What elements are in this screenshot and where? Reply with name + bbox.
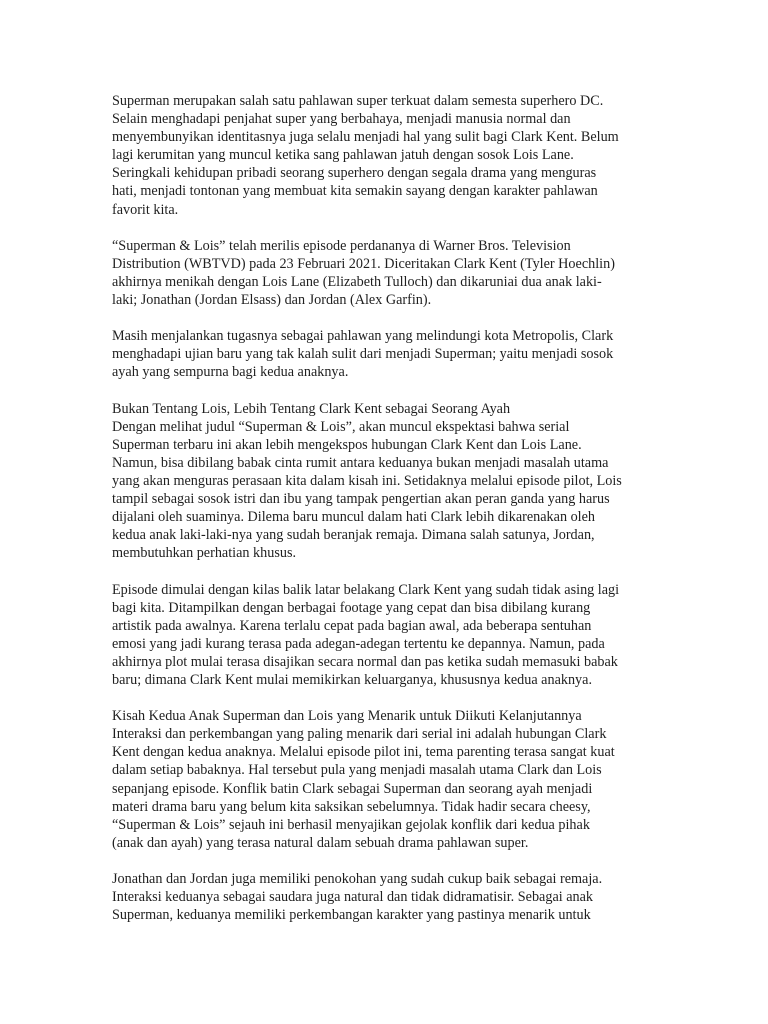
text-line: Superman, keduanya memiliki perkembangan karakter yang pastinya menarik untuk xyxy=(112,907,591,924)
text-line: dijalani oleh suaminya. Dilema baru muncul dalam hati Clark lebih dikarenakan oleh xyxy=(112,509,596,526)
text-line: Masih menjalankan tugasnya sebagai pahlawan yang melindungi kota Metropolis, Clark xyxy=(112,328,614,345)
paragraph xyxy=(112,327,652,381)
text-line: Bukan Tentang Lois, Lebih Tentang Clark Kent sebagai Seorang Ayah xyxy=(112,400,511,417)
text-line: Namun, bisa dibilang babak cinta rumit antara keduanya bukan menjadi masalah utama xyxy=(112,454,609,471)
text-line: Interaksi dan perkembangan yang paling menarik dari serial ini adalah hubungan Clark xyxy=(112,726,607,743)
text-line: tampil sebagai sosok istri dan ibu yang tampak pengertian akan peran ganda yang harus xyxy=(112,491,610,508)
document-body xyxy=(112,92,652,942)
text-line: Jonathan dan Jordan juga memiliki penokohan yang sudah cukup baik sebagai remaja. xyxy=(112,871,603,888)
text-line: Seringkali kehidupan pribadi seorang superhero dengan segala drama yang menguras xyxy=(112,165,597,182)
text-line: (anak dan ayah) yang terasa natural dalam sebuah drama pahlawan super. xyxy=(112,834,529,851)
paragraph xyxy=(112,707,652,852)
text-line: Interaksi keduanya sebagai saudara juga natural dan tidak didramatisir. Sebagai anak xyxy=(112,889,594,906)
text-line: hati, menjadi tontonan yang membuat kita semakin sayang dengan karakter pahlawan xyxy=(112,183,598,200)
text-line: akhirnya menikah dengan Lois Lane (Elizabeth Tulloch) dan dikaruniai dua anak laki- xyxy=(112,273,602,290)
text-line: kedua anak laki-laki-nya yang sudah beranjak remaja. Dimana salah satunya, Jordan, xyxy=(112,527,595,544)
text-line: membutuhkan perhatian khusus. xyxy=(112,545,297,562)
text-line: menghadapi ujian baru yang tak kalah sulit dari menjadi Superman; yaitu menjadi sosok xyxy=(112,346,614,363)
text-line: Kisah Kedua Anak Superman dan Lois yang Menarik untuk Diikuti Kelanjutannya xyxy=(112,708,582,725)
paragraph xyxy=(112,870,652,924)
text-line: laki; Jonathan (Jordan Elsass) dan Jordan (Alex Garfin). xyxy=(112,292,432,309)
text-line: Distribution (WBTVD) pada 23 Februari 2021. Diceritakan Clark Kent (Tyler Hoechlin) xyxy=(112,255,615,272)
text-line: materi drama baru yang belum kita saksikan sebelumnya. Tidak hadir secara cheesy, xyxy=(112,798,591,815)
text-line: Superman merupakan salah satu pahlawan super terkuat dalam semesta superhero DC. xyxy=(112,93,604,109)
paragraph xyxy=(112,581,652,690)
text-line: Superman terbaru ini akan lebih mengekspos hubungan Clark Kent dan Lois Lane. xyxy=(112,436,582,453)
paragraph xyxy=(112,92,652,219)
paragraph xyxy=(112,237,652,309)
text-line: Kent dengan kedua anaknya. Melalui episode pilot ini, tema parenting terasa sangat kuat xyxy=(112,744,615,761)
text-line: artistik pada awalnya. Karena terlalu cepat pada bagian awal, ada beberapa sentuhan xyxy=(112,617,592,634)
text-line: favorit kita. xyxy=(112,201,179,218)
text-line: Episode dimulai dengan kilas balik latar belakang Clark Kent yang sudah tidak asing lagi xyxy=(112,581,620,598)
text-line: menyembunyikan identitasnya juga selalu menjadi hal yang sulit bagi Clark Kent. Belum xyxy=(112,129,619,146)
text-line: lagi kerumitan yang muncul ketika sang pahlawan jatuh dengan sosok Lois Lane. xyxy=(112,147,574,164)
text-line: yang akan menguras perasaan kita dalam kisah ini. Setidaknya melalui episode pilot, Lois xyxy=(112,472,622,489)
text-line: Selain menghadapi penjahat super yang berbahaya, menjadi manusia normal dan xyxy=(112,111,571,128)
text-line: emosi yang jadi kurang terasa pada adegan-adegan tertentu ke depannya. Namun, pada xyxy=(112,635,605,652)
text-line: ayah yang sempurna bagi kedua anaknya. xyxy=(112,364,349,381)
text-line: “Superman & Lois” telah merilis episode perdananya di Warner Bros. Television xyxy=(112,237,571,254)
text-line: bagi kita. Ditampilkan dengan berbagai footage yang cepat dan bisa dibilang kurang xyxy=(112,599,591,616)
text-line: baru; dimana Clark Kent mulai memikirkan keluarganya, khususnya kedua anaknya. xyxy=(112,672,592,688)
text-line: sepanjang episode. Konflik batin Clark sebagai Superman dan seorang ayah menjadi xyxy=(112,780,593,797)
text-line: dalam setiap babaknya. Hal tersebut pula yang menjadi masalah utama Clark dan Lois xyxy=(112,762,602,779)
text-line: “Superman & Lois” sejauh ini berhasil menyajikan gejolak konflik dari kedua pihak xyxy=(112,816,590,833)
text-line: akhirnya plot mulai terasa disajikan secara normal dan pas ketika sudah memasuki babak xyxy=(112,653,618,670)
text-line: Dengan melihat judul “Superman & Lois”, akan muncul ekspektasi bahwa serial xyxy=(112,418,570,435)
paragraph xyxy=(112,400,652,563)
